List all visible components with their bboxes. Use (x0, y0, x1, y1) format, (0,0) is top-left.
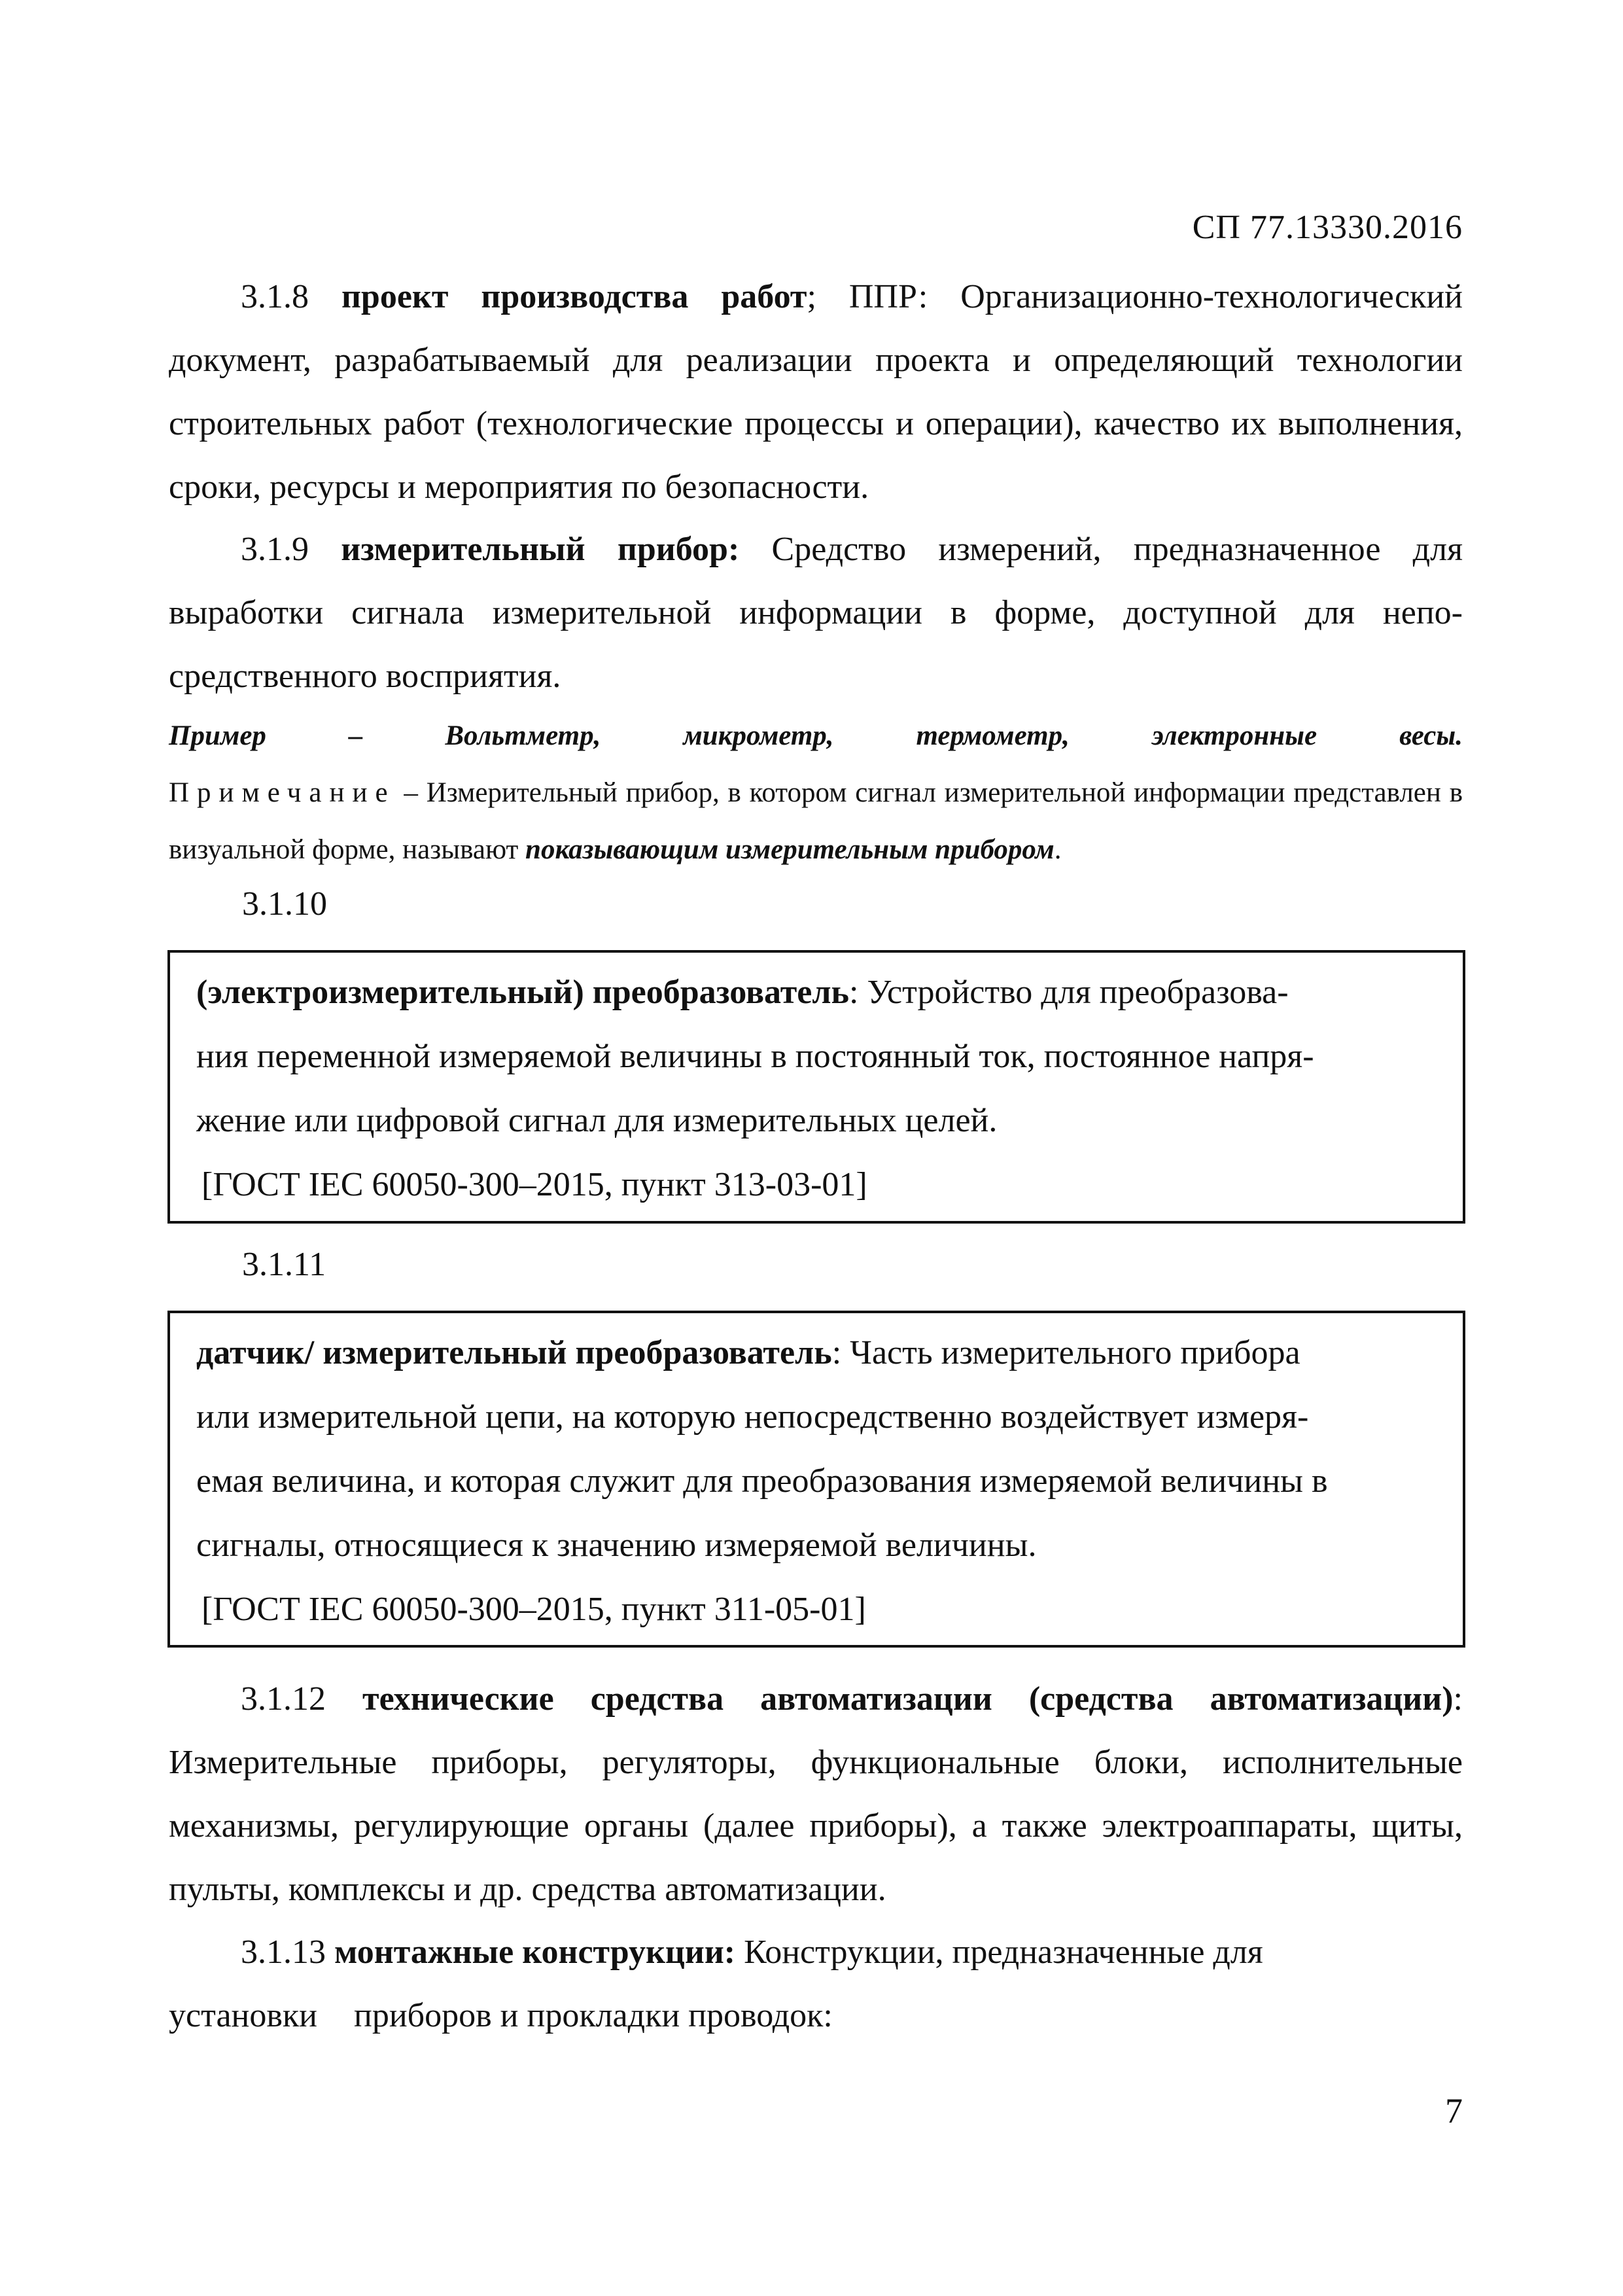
example-item: электронные (1151, 720, 1318, 751)
clause-3-1-9 (169, 518, 1463, 708)
clause-term: измерительный прибор: (341, 531, 740, 568)
clause-number: 3.1.8 (241, 278, 309, 315)
note-text-end: . (1054, 834, 1062, 865)
example-dash: – (348, 720, 363, 751)
clause-number: 3.1.9 (241, 531, 309, 568)
clause-number-3-1-10: 3.1.10 (242, 885, 327, 923)
box-line (196, 961, 1443, 1025)
clause-3-1-8 (169, 265, 1463, 519)
box-line: жение или цифровой сигнал для измерительных целей. (196, 1102, 998, 1139)
definition-box-3-1-10 (167, 950, 1465, 1224)
clause-definition: Средство измерений, предназначенное для выработки сигнала измерительной информации в форме, доступной для непосредственного восприятия. (169, 531, 1463, 695)
clause-term: проект производства работ (341, 278, 807, 315)
box-line: сигналы, относящиеся к значению измеряемой величины. (196, 1527, 1037, 1564)
clause-text: установки (169, 1997, 317, 2034)
note-label: Примечание (169, 777, 396, 808)
note (169, 764, 1463, 878)
clause-3-1-13-continued (169, 1984, 1463, 2047)
clause-number: 3.1.12 (241, 1680, 326, 1718)
example-label: Пример (169, 720, 266, 751)
box-text: : Часть измерительного прибора (831, 1334, 1300, 1371)
note-text: – Измерительный прибор, в котором сигнал измерительной информации представлен в визуальной форме, называют (169, 777, 1463, 865)
example-item: термометр, (916, 720, 1070, 751)
box-text: : Устройство для преобразова- (849, 974, 1289, 1011)
clause-definition: : Измерительные приборы, регуляторы, функциональные блоки, исполнительные механизмы, регулирующие органы (далее приборы), а также электроаппараты, щиты, пульты, комплексы и др. средства автоматизации. (169, 1680, 1463, 1908)
source-reference: [ГОСТ IEC 60050-300–2015, пункт 311-05-01] (201, 1591, 866, 1628)
box-line: ния переменной измеряемой величины в постоянный ток, постоянное напря- (196, 1038, 1314, 1075)
clause-definition: ; ППР: Организационно-технологический документ, разрабатываемый для реализации проекта и определяющий технологии строительных работ (технологические процессы и операции), качество их выполнения, сроки, ресурсы и мероприятия по безопасности. (169, 278, 1463, 506)
box-line: емая величина, и которая служит для преобразования измеряемой величины в (196, 1462, 1328, 1500)
clause-number-3-1-11: 3.1.11 (242, 1246, 326, 1283)
example-line (169, 720, 1463, 752)
note-emphasis: показывающим измерительным прибором (525, 834, 1055, 865)
document-code: СП 77.13330.2016 (1192, 209, 1463, 246)
definition-box-3-1-11 (167, 1311, 1465, 1648)
clause-term: датчик/ измерительный преобразователь (196, 1334, 832, 1371)
source-reference: [ГОСТ IEC 60050-300–2015, пункт 313-03-01] (201, 1166, 867, 1203)
example-item: весы. (1399, 720, 1463, 751)
example-item: микрометр, (683, 720, 834, 751)
box-line: или измерительной цепи, на которую непосредственно воздействует измеря- (196, 1398, 1309, 1436)
clause-definition: Конструкции, предназначенные для (735, 1934, 1263, 1971)
page-number: 7 (1445, 2091, 1463, 2130)
box-line (196, 1321, 1443, 1385)
clause-term: технические средства автоматизации (средства автоматизации) (362, 1680, 1454, 1718)
clause-term: монтажные конструкции: (334, 1934, 736, 1971)
clause-3-1-12 (169, 1667, 1463, 1921)
clause-number: 3.1.13 (241, 1934, 326, 1971)
clause-text: приборов и прокладки проводок: (354, 1997, 833, 2034)
clause-3-1-13 (169, 1920, 1463, 1984)
example-item: Вольтметр, (445, 720, 601, 751)
clause-term: (электроизмерительный) преобразователь (196, 974, 850, 1011)
